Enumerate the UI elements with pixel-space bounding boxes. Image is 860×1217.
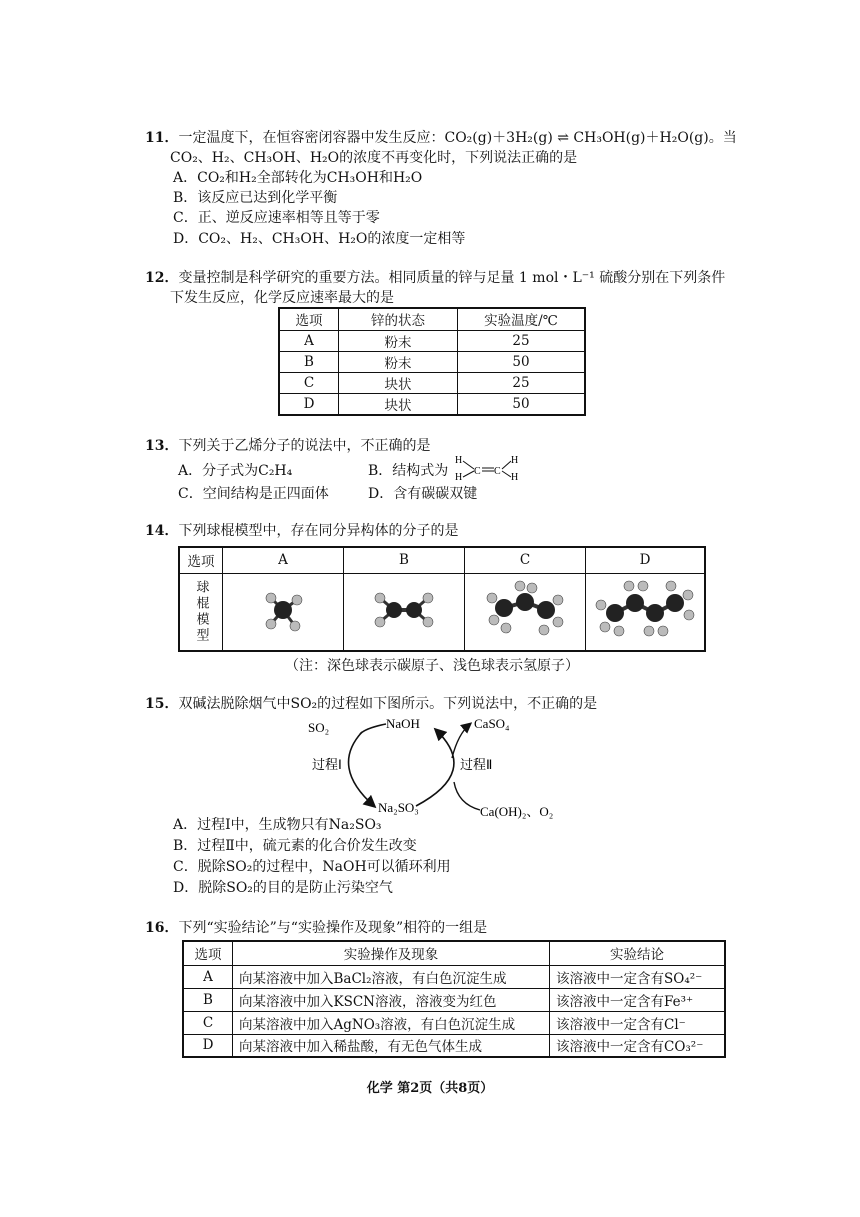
- q15-stem-text: 双碱法脱除烟气中SO₂的过程如下图所示。下列说法中，不正确的是: [178, 696, 598, 712]
- q12-cell: D: [279, 393, 339, 415]
- diagram-process1-label: 过程Ⅰ: [312, 757, 342, 772]
- q12-cell: B: [279, 351, 339, 372]
- q16-stem-text: 下列“实验结论”与“实验操作及现象”相符的一组是: [178, 920, 488, 936]
- formula-bond: [502, 461, 511, 469]
- naoh-input-arrow: [360, 724, 386, 734]
- formula-bond: [502, 471, 511, 477]
- q12-header-option: 选项: [279, 308, 339, 330]
- caoh2-input-arrow: [454, 782, 480, 810]
- q16-cell: C: [183, 1011, 233, 1034]
- q11-stem-line1: [145, 128, 737, 148]
- q16-cell: 该溶液中一定含有Fe³⁺: [550, 988, 726, 1011]
- model-b-cell: [344, 573, 465, 651]
- formula-atom-h: H: [511, 455, 519, 466]
- q12-cell: 粉末: [339, 351, 458, 372]
- q14-header-d: D: [586, 547, 706, 573]
- q16-number: 16．: [145, 920, 179, 936]
- q12-stem-text: 变量控制是科学研究的重要方法。相同质量的锌与足量 1 mol・L⁻¹ 硫酸分别在下列条件: [178, 270, 726, 286]
- q14-header-option: 选项: [179, 547, 223, 573]
- q12-cell: 块状: [339, 372, 458, 393]
- q13-option-b: B．结构式为: [368, 463, 449, 479]
- q11-option-a: A．CO₂和H₂全部转化为CH₃OH和H₂O: [173, 170, 423, 186]
- q12-cell: 块状: [339, 393, 458, 415]
- ethylene-structural-formula: [452, 452, 524, 482]
- q11-option-d: D．CO₂、H₂、CH₃OH、H₂O的浓度一定相等: [173, 231, 466, 247]
- q16-cell: 该溶液中一定含有Cl⁻: [550, 1011, 726, 1034]
- diagram-na2so3-label: Na₂SO₃: [378, 800, 419, 815]
- page-footer: 化学 第2页（共8页）: [366, 1081, 494, 1096]
- formula-atom-h: H: [455, 472, 463, 482]
- q16-cell: 向某溶液中加入KSCN溶液，溶液变为红色: [233, 988, 550, 1011]
- q14-table: [178, 546, 706, 652]
- q16-cell: 向某溶液中加入BaCl₂溶液，有白色沉淀生成: [233, 965, 550, 988]
- ball-stick-model-butane: [593, 577, 697, 643]
- diagram-so2-label: SO₂: [308, 720, 330, 735]
- caso4-output-arrow: [452, 724, 470, 758]
- q15-option-b: B．过程Ⅱ中，硫元素的化合价发生改变: [173, 838, 417, 854]
- q14-header-b: B: [344, 547, 465, 573]
- model-c-cell: [465, 573, 586, 651]
- q14-stem-text: 下列球棍模型中，存在同分异构体的分子的是: [178, 523, 459, 539]
- q11-stem-line2: CO₂、H₂、CH₃OH、H₂O的浓度不再变化时，下列说法正确的是: [170, 150, 578, 166]
- diagram-naoh-label: NaOH: [386, 716, 420, 731]
- q13-option-a: A．分子式为C₂H₄: [178, 463, 293, 479]
- formula-bond: [463, 461, 474, 469]
- q14-note: （注：深色球表示碳原子、浅色球表示氢原子）: [285, 658, 579, 674]
- model-a-cell: [223, 573, 344, 651]
- formula-atom-h: H: [455, 455, 463, 466]
- q16-stem-line: [145, 918, 487, 938]
- q14-stem-line: [145, 521, 458, 541]
- q12-cell: 50: [458, 351, 586, 372]
- q12-header-state: 锌的状态: [339, 308, 458, 330]
- process2-arrow: [416, 730, 454, 806]
- ball-stick-model-propane: [480, 578, 570, 642]
- q13-stem-text: 下列关于乙烯分子的说法中，不正确的是: [178, 438, 431, 454]
- double-alkali-process-diagram: [300, 712, 580, 824]
- formula-atom-c: C: [474, 466, 481, 477]
- q16-header-operation: 实验操作及现象: [233, 941, 550, 965]
- q12-number: 12．: [145, 270, 179, 286]
- q16-cell: D: [183, 1034, 233, 1057]
- q14-header-c: C: [465, 547, 586, 573]
- ball-stick-model-ethylene: [366, 585, 442, 635]
- q13-option-c: C．空间结构是正四面体: [178, 486, 329, 502]
- q12-cell: 25: [458, 372, 586, 393]
- q12-cell: A: [279, 330, 339, 351]
- diagram-caoh2-label: Ca(OH)₂、O₂: [480, 804, 554, 819]
- q12-cell: C: [279, 372, 339, 393]
- q16-cell: 该溶液中一定含有SO₄²⁻: [550, 965, 726, 988]
- q13-option-d: D．含有碳碳双键: [368, 486, 478, 502]
- q12-cell: 50: [458, 393, 586, 415]
- diagram-process2-label: 过程Ⅱ: [460, 757, 493, 772]
- q11-option-c: C．正、逆反应速率相等且等于零: [173, 210, 380, 226]
- formula-bond: [463, 471, 474, 477]
- q16-cell: 向某溶液中加入稀盐酸，有无色气体生成: [233, 1034, 550, 1057]
- diagram-caso4-label: CaSO₄: [474, 716, 510, 731]
- q15-option-d: D．脱除SO₂的目的是防止污染空气: [173, 880, 393, 896]
- q15-option-a: A．过程Ⅰ中，生成物只有Na₂SO₃: [173, 817, 382, 833]
- q13-number: 13．: [145, 438, 179, 454]
- process1-arrow: [349, 732, 374, 806]
- q16-cell: 向某溶液中加入AgNO₃溶液，有白色沉淀生成: [233, 1011, 550, 1034]
- q16-cell: 该溶液中一定含有CO₃²⁻: [550, 1034, 726, 1057]
- q11-option-b: B．该反应已达到化学平衡: [173, 190, 338, 206]
- q16-table: [182, 940, 726, 1058]
- q16-header-conclusion: 实验结论: [550, 941, 726, 965]
- q12-cell: 25: [458, 330, 586, 351]
- q15-option-c: C．脱除SO₂的过程中，NaOH可以循环利用: [173, 859, 451, 875]
- model-d-cell: [586, 573, 706, 651]
- q11-number: 11．: [145, 130, 179, 146]
- q16-header-option: 选项: [183, 941, 233, 965]
- q12-table: [278, 307, 586, 416]
- q16-cell: A: [183, 965, 233, 988]
- ball-stick-model-methane: [253, 580, 313, 640]
- q12-stem-line2: 下发生反应，化学反应速率最大的是: [170, 290, 394, 306]
- q15-number: 15．: [145, 696, 179, 712]
- q14-number: 14．: [145, 523, 179, 539]
- q12-header-temp: 实验温度/℃: [458, 308, 586, 330]
- q14-header-a: A: [223, 547, 344, 573]
- q15-stem-line: [145, 694, 597, 714]
- q12-cell: 粉末: [339, 330, 458, 351]
- formula-atom-c: C: [494, 466, 501, 477]
- q12-stem-line1: [145, 268, 725, 288]
- formula-atom-h: H: [511, 472, 519, 482]
- q13-stem-line: [145, 436, 430, 456]
- q16-cell: B: [183, 988, 233, 1011]
- q14-row-label: 球棍模型: [179, 573, 223, 651]
- q11-stem-text: 一定温度下，在恒容密闭容器中发生反应：CO₂(g)＋3H₂(g) ⇌ CH₃OH(g)＋H₂O(g)。当: [178, 130, 737, 146]
